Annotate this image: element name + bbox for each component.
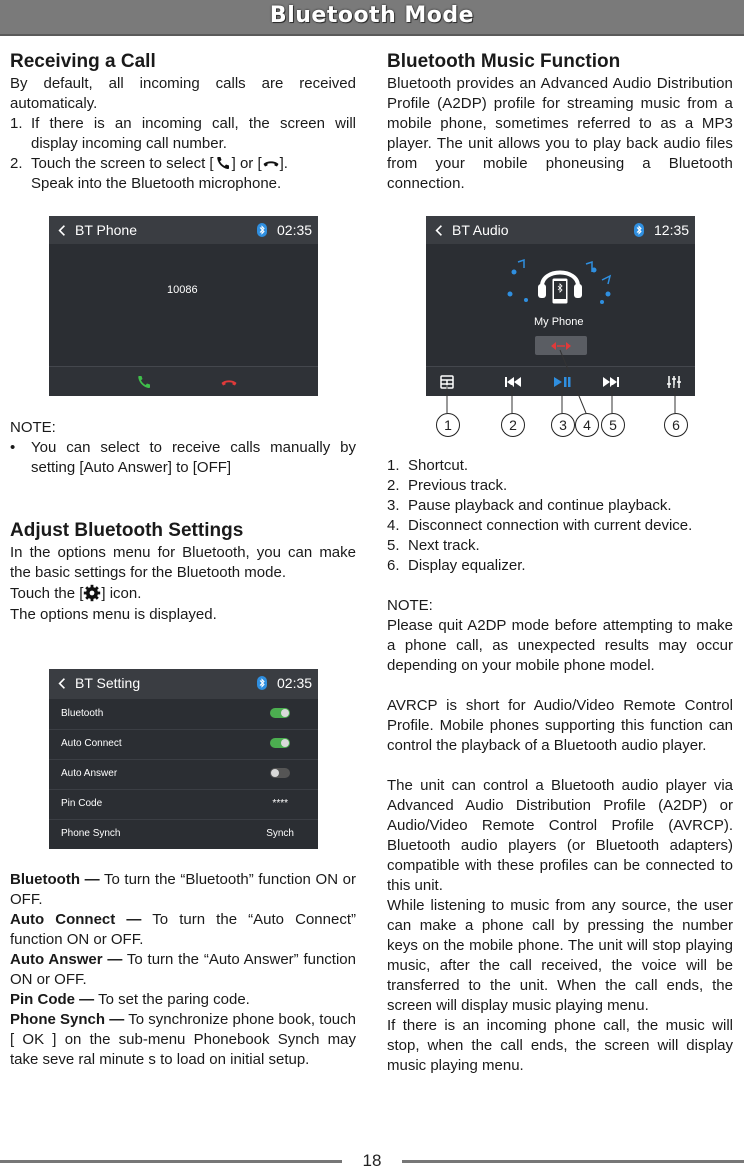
previous-track-icon[interactable]	[505, 376, 521, 388]
adjust-displayed: The options menu is displayed.	[10, 606, 217, 623]
right-note-label: NOTE:	[387, 597, 433, 614]
definition-pin-code	[10, 990, 356, 1010]
setting-label: Bluetooth	[61, 708, 104, 719]
screen-title: BT Phone	[75, 222, 138, 238]
footer-rule-left	[0, 1160, 342, 1163]
back-chevron-icon[interactable]	[58, 224, 66, 237]
bluetooth-icon	[257, 223, 267, 237]
shortcut-icon[interactable]	[440, 375, 454, 389]
receiving-intro: By default, all incoming calls are received automaticaly.	[10, 75, 356, 112]
setting-label: Phone Synch	[61, 828, 121, 839]
disconnect-icon	[549, 340, 573, 352]
auto-answer-toggle[interactable]	[270, 768, 290, 778]
definition-phone-synch	[10, 1010, 356, 1070]
call-action-bar	[49, 366, 318, 396]
callout-6: 6	[664, 413, 688, 437]
setting-label: Auto Connect	[61, 738, 122, 749]
page-number: 18	[362, 1151, 382, 1170]
screen-title: BT Audio	[452, 222, 509, 238]
receiving-step-1	[10, 114, 356, 154]
setting-row-pin-code[interactable]	[49, 789, 318, 820]
feature-text: Disconnect connection with current device.	[408, 517, 693, 534]
setting-row-auto-connect[interactable]	[49, 729, 318, 760]
avrcp-text: AVRCP is short for Audio/Video Remote Control Profile. Mobile phones supporting this function can control the playback of a Bluetooth audio player.	[387, 697, 733, 754]
phone-answer-icon[interactable]	[135, 374, 153, 390]
bluetooth-icon	[634, 223, 644, 237]
definition-desc: To turn the “Auto Answer” function ON or OFF.	[10, 951, 356, 988]
incoming-number: 10086	[167, 284, 198, 296]
screen-clock: 12:35	[654, 222, 690, 238]
definition-auto-connect	[10, 910, 356, 950]
definition-desc: To synchronize phone book, touch [ OK ] on the sub-menu Phonebook Synch may take seve ral minute s to load on initial setup.	[10, 1011, 356, 1068]
bullet-mark: •	[10, 439, 16, 456]
definition-term: Bluetooth —	[10, 871, 100, 888]
bt-audio-screen	[426, 216, 695, 396]
adjust-touch	[10, 584, 356, 604]
music-intro: Bluetooth provides an Advanced Audio Distribution Profile (A2DP) profile for streaming music from a mobile phone, sometimes referred to as a MP3 player. The unit allows you to play back audio files from your mobile phoneusing a Bluetooth connection.	[387, 75, 733, 192]
gear-icon	[83, 584, 101, 602]
device-name: My Phone	[534, 316, 584, 328]
toggle-knob	[281, 709, 289, 717]
definition-desc: To turn the “Bluetooth” function ON or OFF.	[10, 871, 356, 908]
definition-desc: To set the paring code.	[94, 991, 250, 1008]
note-label: NOTE:	[10, 419, 56, 436]
feature-item	[387, 536, 733, 556]
feature-item	[387, 476, 733, 496]
feature-number: 6.	[387, 557, 400, 574]
back-chevron-icon[interactable]	[435, 224, 443, 237]
screen-title: BT Setting	[75, 675, 141, 691]
definition-bluetooth	[10, 870, 356, 910]
right-note-text: Please quit A2DP mode before attempting to make a phone call, as unexpected results may occur depending on your mobile phone model.	[387, 617, 733, 674]
setting-row-bluetooth[interactable]	[49, 699, 318, 730]
disconnect-button[interactable]	[535, 336, 587, 355]
left-note	[10, 418, 356, 478]
pin-code-value: ****	[272, 798, 288, 809]
receiving-heading: Receiving a Call	[10, 51, 156, 72]
footer-rule-right	[402, 1160, 744, 1163]
note-bullet	[10, 438, 356, 478]
music-heading: Bluetooth Music Function	[387, 51, 621, 72]
adjust-intro: In the options menu for Bluetooth, you can make the basic settings for the Bluetooth mode.	[10, 544, 356, 581]
screen-title-bar	[49, 216, 318, 244]
control-paragraph: The unit can control a Bluetooth audio player via Advanced Audio Distribution Profile (A2DP) or Audio/Video Remote Control Profile (AVRCP). Bluetooth audio players (or Bluetooth adapters) compatible with these profiles can be connected to this unit.	[387, 777, 733, 894]
adjust-settings-section	[10, 519, 356, 625]
bluetooth-icon	[257, 676, 267, 690]
next-track-icon[interactable]	[603, 376, 619, 388]
touch-text-a: Touch the [	[10, 585, 84, 602]
callout-4: 4	[575, 413, 599, 437]
feature-text: Pause playback and continue playback.	[408, 497, 672, 514]
feature-text: Previous track.	[408, 477, 508, 494]
setting-label: Auto Answer	[61, 768, 118, 779]
right-column	[387, 50, 733, 194]
audio-features	[387, 456, 733, 1076]
call-paragraph: While listening to music from any source, the user can make a phone call by pressing the number keys on the mobile phone. The unit will stop playing music, after the call received, the voice will be transferred to the unit. When the call ends, the screen will display music playing menu.	[387, 897, 733, 1014]
page-title: Bluetooth Mode	[269, 3, 475, 28]
toggle-knob	[271, 769, 279, 777]
equalizer-icon[interactable]	[667, 375, 681, 389]
step-text-c: ].	[279, 155, 288, 172]
bt-phone-screen	[49, 216, 318, 396]
screen-title-bar	[426, 216, 695, 244]
feature-item	[387, 556, 733, 576]
note-text: You can select to receive calls manually by setting [Auto Answer] to [OFF]	[31, 439, 356, 476]
feature-number: 2.	[387, 477, 400, 494]
feature-number: 3.	[387, 497, 400, 514]
toggle-knob	[281, 739, 289, 747]
back-chevron-icon[interactable]	[58, 677, 66, 690]
bt-setting-screen	[49, 669, 318, 849]
definition-term: Auto Answer —	[10, 951, 123, 968]
playback-control-bar	[426, 366, 695, 396]
feature-text: Display equalizer.	[408, 557, 526, 574]
phone-hangup-icon	[262, 155, 280, 171]
definition-auto-answer	[10, 950, 356, 990]
screen-clock: 02:35	[277, 222, 313, 238]
screen-clock: 02:35	[277, 675, 313, 691]
step-text: If there is an incoming call, the screen will display incoming call number.	[31, 115, 356, 152]
receiving-step-2	[10, 154, 356, 194]
auto-connect-toggle[interactable]	[270, 738, 290, 748]
step-text	[31, 154, 356, 194]
header-banner	[0, 0, 744, 36]
step-number: 1.	[10, 115, 23, 132]
setting-row-phone-synch[interactable]	[49, 819, 318, 849]
bluetooth-toggle[interactable]	[270, 708, 290, 718]
feature-number: 4.	[387, 517, 400, 534]
feature-text: Next track.	[408, 537, 480, 554]
feature-item	[387, 456, 733, 476]
definition-desc: To turn the “Auto Connect” function ON or OFF.	[10, 911, 356, 948]
callout-1: 1	[436, 413, 460, 437]
settings-definitions	[10, 870, 356, 1070]
definition-term: Pin Code —	[10, 991, 95, 1008]
step-number: 2.	[10, 155, 23, 172]
headphones-phone-icon	[500, 250, 620, 310]
setting-row-auto-answer[interactable]	[49, 759, 318, 790]
feature-text: Shortcut.	[408, 457, 469, 474]
phone-answer-icon	[214, 155, 232, 171]
feature-number: 1.	[387, 457, 400, 474]
step-text-d: Speak into the Bluetooth microphone.	[31, 175, 282, 192]
feature-item	[387, 496, 733, 516]
screen-title-bar	[49, 669, 318, 699]
step-text-a: Touch the screen to select [	[31, 155, 214, 172]
callout-3: 3	[551, 413, 575, 437]
feature-number: 5.	[387, 537, 400, 554]
callout-2: 2	[501, 413, 525, 437]
touch-text-b: ] icon.	[101, 585, 142, 602]
definition-term: Auto Connect —	[10, 911, 142, 928]
phone-hangup-icon[interactable]	[220, 374, 238, 390]
adjust-heading: Adjust Bluetooth Settings	[10, 520, 244, 541]
step-text-b: ] or [	[231, 155, 262, 172]
definition-term: Phone Synch —	[10, 1011, 125, 1028]
phone-synch-value[interactable]: Synch	[266, 828, 294, 839]
incoming-paragraph: If there is an incoming phone call, the music will stop, when the call ends, the screen will display music playing menu.	[387, 1017, 733, 1074]
feature-item	[387, 516, 733, 536]
callout-5: 5	[601, 413, 625, 437]
left-column	[10, 50, 356, 194]
play-pause-icon[interactable]	[553, 376, 571, 388]
setting-label: Pin Code	[61, 798, 103, 809]
